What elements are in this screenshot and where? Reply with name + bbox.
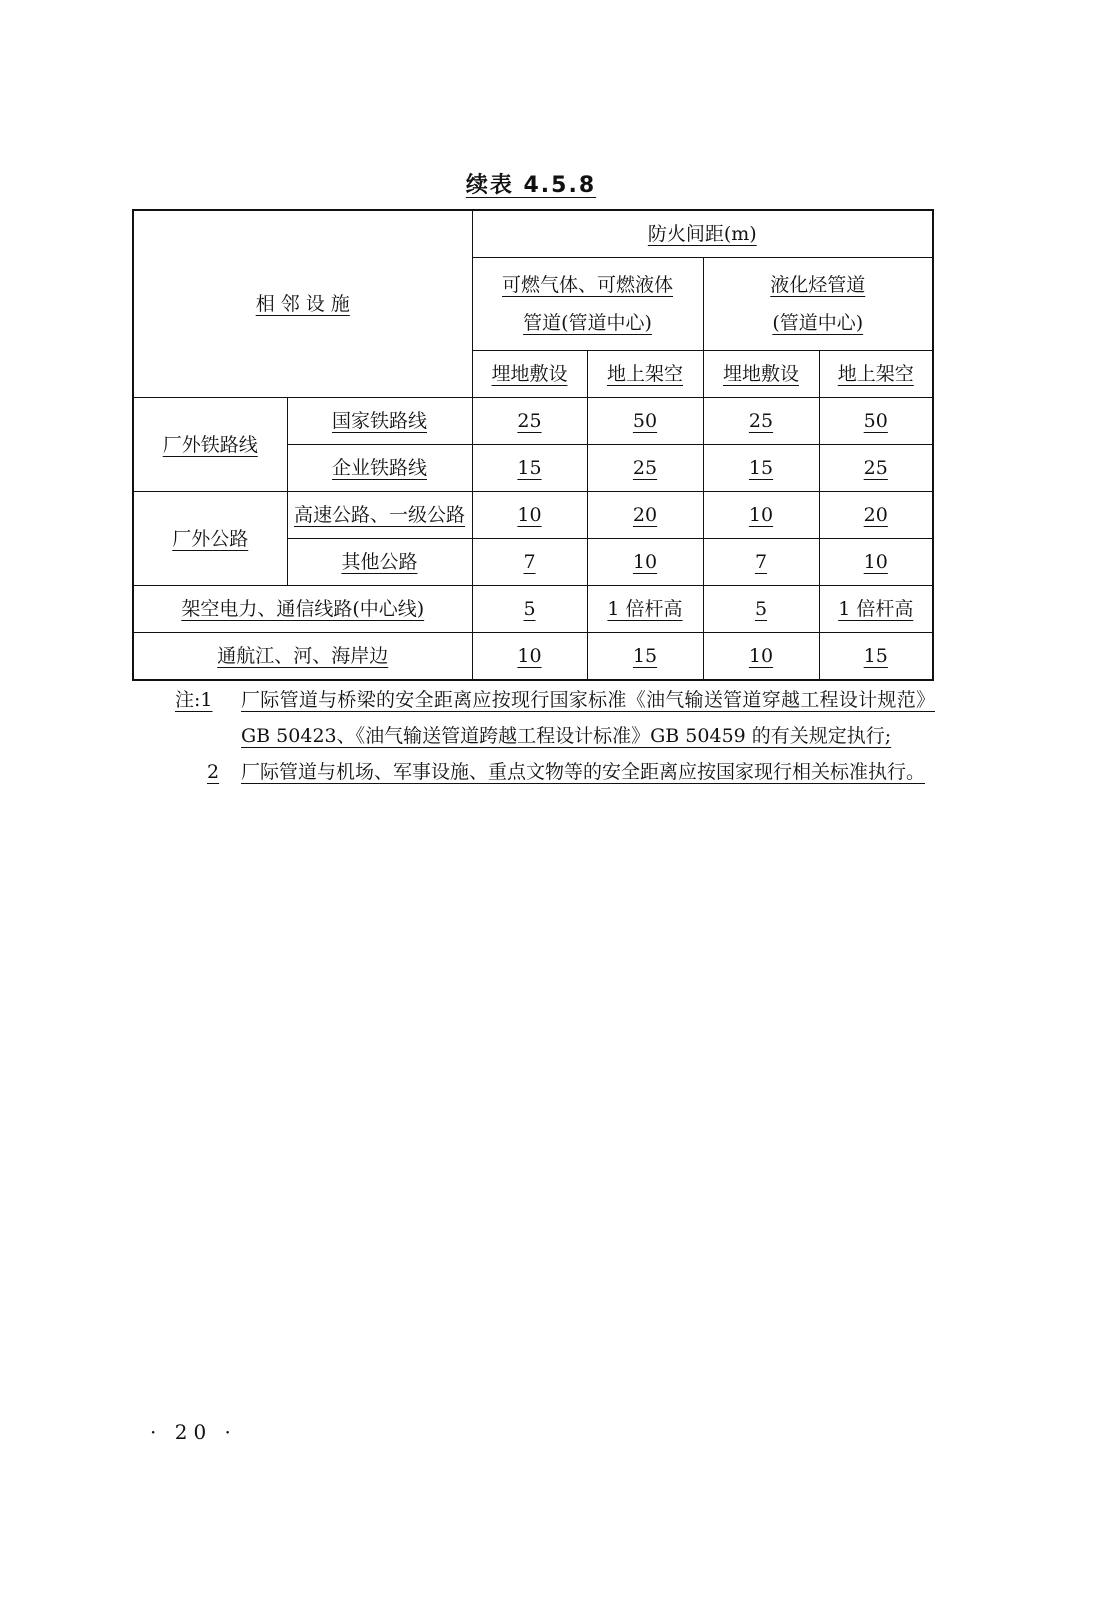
cell-value: 7 bbox=[472, 539, 587, 586]
fire-distance-table bbox=[132, 209, 934, 681]
note-prefix: 注:1 bbox=[175, 689, 213, 711]
table-title bbox=[0, 168, 1062, 199]
note-text-2: 厂际管道与机场、军事设施、重点文物等的安全距离应按国家现行相关标准执行。 bbox=[241, 761, 926, 783]
cell-value: 10 bbox=[472, 633, 587, 681]
note-item-1 bbox=[175, 682, 935, 754]
note-item-2 bbox=[175, 754, 935, 790]
cell-value: 25 bbox=[819, 445, 933, 492]
cell-value: 25 bbox=[587, 445, 703, 492]
cell-value: 10 bbox=[472, 492, 587, 539]
row-label: 高速公路、一级公路 bbox=[287, 492, 472, 539]
cell-value: 5 bbox=[703, 586, 819, 633]
header-sub-overhead-1: 地上架空 bbox=[587, 351, 703, 398]
cell-value: 10 bbox=[819, 539, 933, 586]
cell-value: 5 bbox=[472, 586, 587, 633]
table-notes bbox=[175, 682, 935, 790]
header-fire-distance: 防火间距(m) bbox=[472, 210, 933, 258]
cell-value: 10 bbox=[703, 633, 819, 681]
cell-value: 1 倍杆高 bbox=[819, 586, 933, 633]
table-row bbox=[133, 586, 933, 633]
row-label: 其他公路 bbox=[287, 539, 472, 586]
group-railway: 厂外铁路线 bbox=[133, 398, 287, 492]
row-label: 企业铁路线 bbox=[287, 445, 472, 492]
page-number: · 20 · bbox=[150, 1420, 237, 1444]
header-sub-overhead-2: 地上架空 bbox=[819, 351, 933, 398]
header-group-lpg: 液化烃管道 (管道中心) bbox=[703, 258, 933, 351]
cell-value: 1 倍杆高 bbox=[587, 586, 703, 633]
cell-value: 15 bbox=[819, 633, 933, 681]
cell-value: 25 bbox=[472, 398, 587, 445]
cell-value: 50 bbox=[819, 398, 933, 445]
table-row bbox=[133, 492, 933, 539]
cell-value: 10 bbox=[587, 539, 703, 586]
cell-value: 50 bbox=[587, 398, 703, 445]
cell-value: 7 bbox=[703, 539, 819, 586]
cell-value: 20 bbox=[587, 492, 703, 539]
table-row bbox=[133, 398, 933, 445]
table-row bbox=[133, 633, 933, 681]
note-number-2: 2 bbox=[207, 761, 220, 783]
cell-value: 25 bbox=[703, 398, 819, 445]
header-sub-buried-1: 埋地敷设 bbox=[472, 351, 587, 398]
cell-value: 15 bbox=[587, 633, 703, 681]
row-label: 通航江、河、海岸边 bbox=[133, 633, 472, 681]
row-label: 架空电力、通信线路(中心线) bbox=[133, 586, 472, 633]
header-facility: 相 邻 设 施 bbox=[133, 210, 472, 398]
cell-value: 15 bbox=[703, 445, 819, 492]
cell-value: 20 bbox=[819, 492, 933, 539]
header-group-combustible: 可燃气体、可燃液体 管道(管道中心) bbox=[472, 258, 703, 351]
header-sub-buried-2: 埋地敷设 bbox=[703, 351, 819, 398]
group-highway: 厂外公路 bbox=[133, 492, 287, 586]
cell-value: 15 bbox=[472, 445, 587, 492]
note-text-1: 厂际管道与桥梁的安全距离应按现行国家标准《油气输送管道穿越工程设计规范》GB 50423、《油气输送管道跨越工程设计标准》GB 50459 的有关规定执行; bbox=[241, 689, 935, 747]
table-title-text: 续表 4.5.8 bbox=[465, 173, 597, 198]
row-label: 国家铁路线 bbox=[287, 398, 472, 445]
cell-value: 10 bbox=[703, 492, 819, 539]
